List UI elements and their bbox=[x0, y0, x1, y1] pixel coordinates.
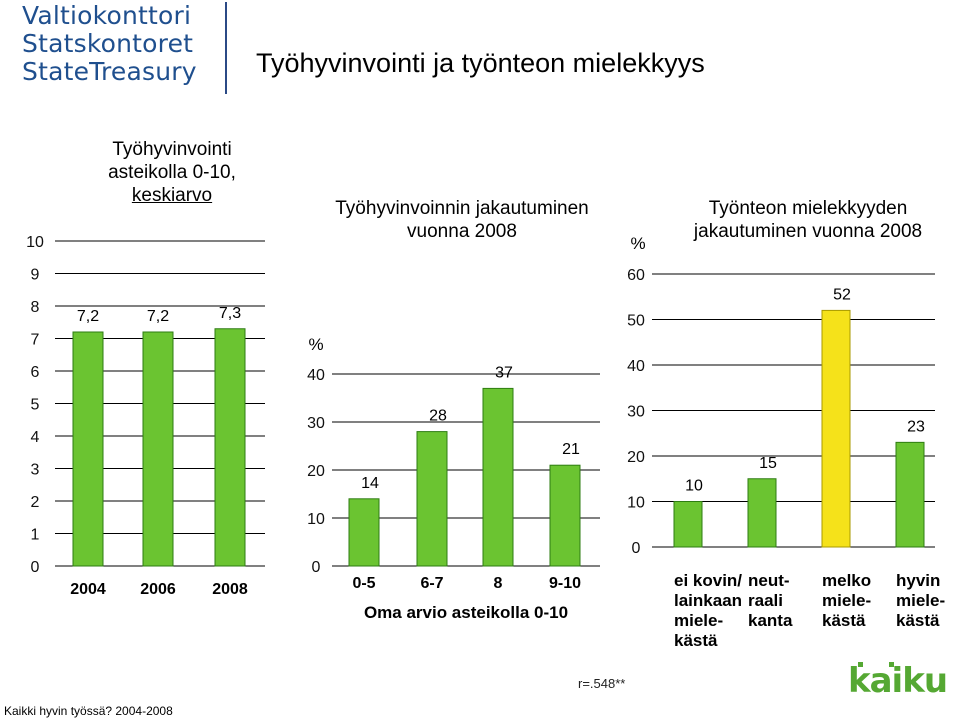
chart1-category-label: 2006 bbox=[140, 581, 176, 598]
chart3-bar bbox=[896, 442, 924, 547]
kaiku-wordmark: kaiku bbox=[848, 661, 948, 701]
chart3-category-label: kanta bbox=[748, 611, 793, 630]
chart1-category-label: 2008 bbox=[212, 581, 248, 598]
chart3-category-label: raali bbox=[748, 591, 783, 610]
chart3-ytick-label: 40 bbox=[627, 358, 645, 375]
chart3-ytick-label: 30 bbox=[627, 403, 645, 421]
chart2-category-label: 8 bbox=[493, 575, 503, 592]
chart2-ytick-label: 10 bbox=[307, 511, 325, 528]
chart3-ytick-label: 10 bbox=[627, 494, 645, 512]
correlation-note: r=.548** bbox=[578, 676, 626, 691]
chart2-data-label: 14 bbox=[361, 474, 379, 492]
chart3-category-label: ei kovin/ bbox=[674, 571, 743, 590]
logo-line-sv: Statskontoret bbox=[22, 29, 194, 58]
chart1-bar bbox=[215, 329, 245, 566]
chart1-ytick-label: 7 bbox=[30, 331, 40, 349]
chart1-title-line: keskiarvo bbox=[131, 185, 213, 206]
chart2-bar bbox=[349, 499, 379, 566]
chart3-title-line: Työnteon mielekkyyden bbox=[708, 198, 908, 219]
chart2-data-label: 28 bbox=[429, 407, 447, 425]
chart2-category-label: 0-5 bbox=[352, 575, 376, 592]
chart2-data-label: 37 bbox=[495, 364, 513, 382]
chart3-data-label: 23 bbox=[907, 418, 925, 436]
chart3-ytick-label: 20 bbox=[627, 449, 645, 466]
logo-line-fi: Valtiokonttori bbox=[22, 1, 192, 30]
chart3-category-label: kästä bbox=[674, 631, 718, 650]
chart3-bar bbox=[674, 502, 702, 548]
chart2-bar bbox=[550, 465, 580, 566]
chart3-ytick-label: 50 bbox=[627, 312, 645, 330]
chart1-ytick-label: 2 bbox=[30, 494, 40, 511]
chart3-category-label: kästä bbox=[896, 611, 940, 630]
chart3-category-label: lainkaan bbox=[674, 591, 743, 610]
chart3-data-label: 15 bbox=[759, 454, 777, 472]
chart1-bar bbox=[73, 332, 103, 566]
chart1-ytick-label: 4 bbox=[30, 429, 40, 446]
chart1-category-label: 2004 bbox=[70, 581, 106, 598]
chart3-bar bbox=[822, 310, 850, 547]
chart2-bar bbox=[417, 432, 447, 566]
chart1-title-line: asteikolla 0-10, bbox=[108, 162, 236, 183]
chart2-data-label: 21 bbox=[562, 441, 580, 459]
chart1-ytick-label: 10 bbox=[26, 234, 44, 251]
chart1-ytick-label: 1 bbox=[30, 526, 40, 544]
chart3-category-label: neut- bbox=[748, 571, 790, 590]
chart1-data-label: 7,2 bbox=[146, 308, 170, 325]
chart3-category-label: miele- bbox=[896, 591, 946, 610]
chart2-bar bbox=[483, 388, 513, 566]
page-title: Työhyvinvointi ja työnteon mielekkyys bbox=[256, 48, 705, 78]
chart1-ytick-label: 5 bbox=[30, 396, 40, 414]
chart1-ytick-label: 0 bbox=[30, 559, 40, 576]
chart3-category-label: miele- bbox=[674, 611, 724, 630]
chart1-ytick-label: 3 bbox=[30, 461, 40, 479]
chart2-category-label: 9-10 bbox=[548, 575, 582, 592]
chart3-ylabel: % bbox=[630, 234, 646, 253]
chart2-category-label: 6-7 bbox=[420, 575, 444, 592]
chart3-category-label: miele- bbox=[822, 591, 872, 610]
source-note: Kaikki hyvin työssä? 2004-2008 bbox=[4, 704, 173, 718]
chart3-bar bbox=[748, 479, 776, 547]
chart2-ytick-label: 20 bbox=[307, 463, 325, 480]
chart1-data-label: 7,3 bbox=[218, 304, 242, 322]
chart1-ytick-label: 9 bbox=[30, 266, 40, 284]
chart1-ytick-label: 6 bbox=[30, 364, 40, 381]
chart1-title-line: Työhyvinvointi bbox=[112, 139, 232, 160]
chart3-category-label: kästä bbox=[822, 611, 866, 630]
chart1-data-label: 7,2 bbox=[76, 308, 100, 325]
chart3-title-line: jakautuminen vuonna 2008 bbox=[693, 221, 923, 242]
chart2-ylabel: % bbox=[308, 335, 324, 354]
chart2-ytick-label: 40 bbox=[307, 367, 325, 384]
chart3-data-label: 10 bbox=[685, 477, 703, 495]
chart1-ytick-label: 8 bbox=[30, 299, 40, 316]
logo-line-en: StateTreasury bbox=[22, 57, 197, 86]
chart2-xlabel: Oma arvio asteikolla 0-10 bbox=[363, 603, 569, 622]
kaiku-logo bbox=[846, 658, 948, 701]
chart3-data-label: 52 bbox=[833, 286, 851, 304]
chart3-ytick-label: 60 bbox=[627, 267, 645, 284]
chart1-bar bbox=[143, 332, 173, 566]
chart3-ytick-label: 0 bbox=[631, 540, 641, 557]
chart2-ytick-label: 0 bbox=[311, 559, 321, 576]
chart2-ytick-label: 30 bbox=[307, 415, 325, 432]
chart2-title-line: vuonna 2008 bbox=[407, 221, 517, 242]
chart2-title-line: Työhyvinvoinnin jakautuminen bbox=[335, 198, 589, 219]
chart3-category-label: hyvin bbox=[896, 571, 941, 590]
chart3-category-label: melko bbox=[822, 571, 872, 590]
